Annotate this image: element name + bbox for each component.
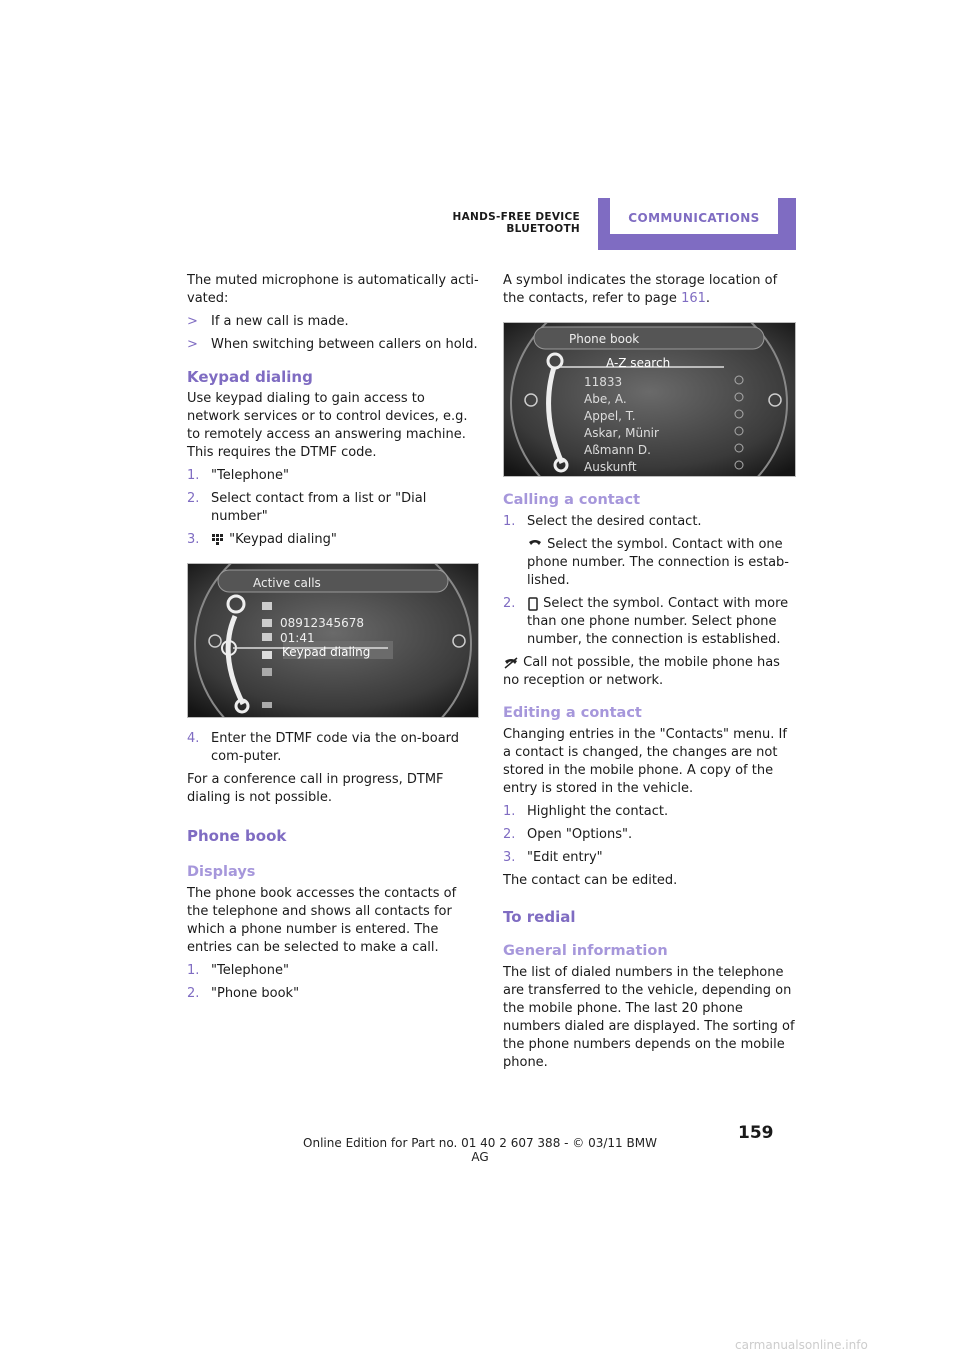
step-item: 1. "Telephone" <box>187 468 289 483</box>
step-item: 3. "Edit entry" <box>503 850 603 865</box>
step-item: 1. Highlight the contact. <box>503 804 669 819</box>
page-reference-link[interactable]: 161 <box>681 291 706 306</box>
active-calls-title: Active calls <box>253 576 321 590</box>
keypad-dialing-menu-item: Keypad dialing <box>282 645 371 659</box>
phonebook-heading: Phone book <box>187 827 287 845</box>
bullet-arrow-icon: > <box>187 337 198 352</box>
watermark: carmanualsonline.info <box>735 1338 868 1352</box>
keypad-heading: Keypad dialing <box>187 368 313 386</box>
page-number: 159 <box>738 1123 774 1143</box>
contact-entry: Abe, A. <box>584 392 627 406</box>
step-item: 3. "Keypad dialing" <box>187 532 337 547</box>
editing-text: Changing entries in the "Contacts" menu. If a contact is changed, the changes are not stored in the mobile phone. A copy of the entry is stored in the vehicle. <box>503 727 787 796</box>
bullet-arrow-icon: > <box>187 314 198 329</box>
call-not-possible-icon <box>503 657 519 669</box>
call-number: 08912345678 <box>280 616 364 630</box>
list-item: > When switching between callers on hold. <box>187 337 478 352</box>
step-item: 1. "Telephone" <box>187 963 289 978</box>
az-search-item: A-Z search <box>606 356 671 370</box>
chapter-tab-label: COMMUNICATIONS <box>610 198 778 234</box>
conference-text: For a conference call in progress, DTMF dialing is not possible. <box>187 772 444 805</box>
active-calls-screenshot <box>187 563 479 718</box>
calling-heading: Calling a contact <box>503 492 641 508</box>
step-item: 2. Open "Options". <box>503 827 633 842</box>
keypad-icon <box>211 534 225 546</box>
phone-book-screenshot <box>503 322 796 477</box>
contact-entry: Askar, Münir <box>584 426 659 440</box>
contact-entry: Aßmann D. <box>584 443 651 457</box>
general-heading: General information <box>503 943 668 959</box>
edit-done-text: The contact can be edited. <box>503 873 678 888</box>
step-item: 2. "Phone book" <box>187 986 300 1001</box>
keypad-text: Use keypad dialing to gain access to network services or to control devices, e.g. to remotely access an answering machine. This requires the DTMF code. <box>187 391 468 460</box>
step-item: 4. Enter the DTMF code via the on-board com-puter. <box>187 731 460 764</box>
step-item: 1. Select the desired contact. <box>503 514 702 529</box>
displays-heading: Displays <box>187 864 256 880</box>
list-item: > If a new call is made. <box>187 314 349 329</box>
contact-entry: Auskunft <box>584 460 637 474</box>
intro-text: The muted microphone is automatically acti-vated: <box>187 273 479 306</box>
step-item: 2. Select the symbol. Contact with more than one phone number. Select phone number, the connection is established. <box>503 596 789 647</box>
general-text: The list of dialed numbers in the telephone are transferred to the vehicle, depending on the mobile phone. The last 20 phone numbers dialed are displayed. The sorting of the phone numbers depends on the mobile phone. <box>503 965 795 1070</box>
left-column <box>187 272 479 1008</box>
footer-text: Online Edition for Part no. 01 40 2 607 388 - © 03/11 BMW AG <box>303 1136 657 1164</box>
contact-entry: Appel, T. <box>584 409 636 423</box>
phone-handset-icon <box>527 539 543 551</box>
step-item: Select the symbol. Contact with one phone number. The connection is estab-lished. <box>527 537 789 588</box>
phone-book-title: Phone book <box>569 332 640 346</box>
symbol-text: A symbol indicates the storage location of the contacts, refer to page 161. <box>503 273 778 306</box>
redial-heading: To redial <box>503 908 576 926</box>
editing-heading: Editing a contact <box>503 705 642 721</box>
section-title: HANDS-FREE DEVICE BLUETOOTH <box>452 211 580 235</box>
chapter-tab <box>598 198 796 250</box>
contact-entry: 11833 <box>584 375 623 389</box>
not-possible-text: Call not possible, the mobile phone has no reception or network. <box>503 655 780 688</box>
mobile-phone-icon <box>527 597 539 611</box>
call-time: 01:41 <box>280 631 315 645</box>
step-item: 2. Select contact from a list or "Dial number" <box>187 491 427 524</box>
displays-text: The phone book accesses the contacts of the telephone and shows all contacts for which a phone number is entered. The entries can be selected to make a call. <box>187 886 457 955</box>
right-column <box>503 272 798 1077</box>
